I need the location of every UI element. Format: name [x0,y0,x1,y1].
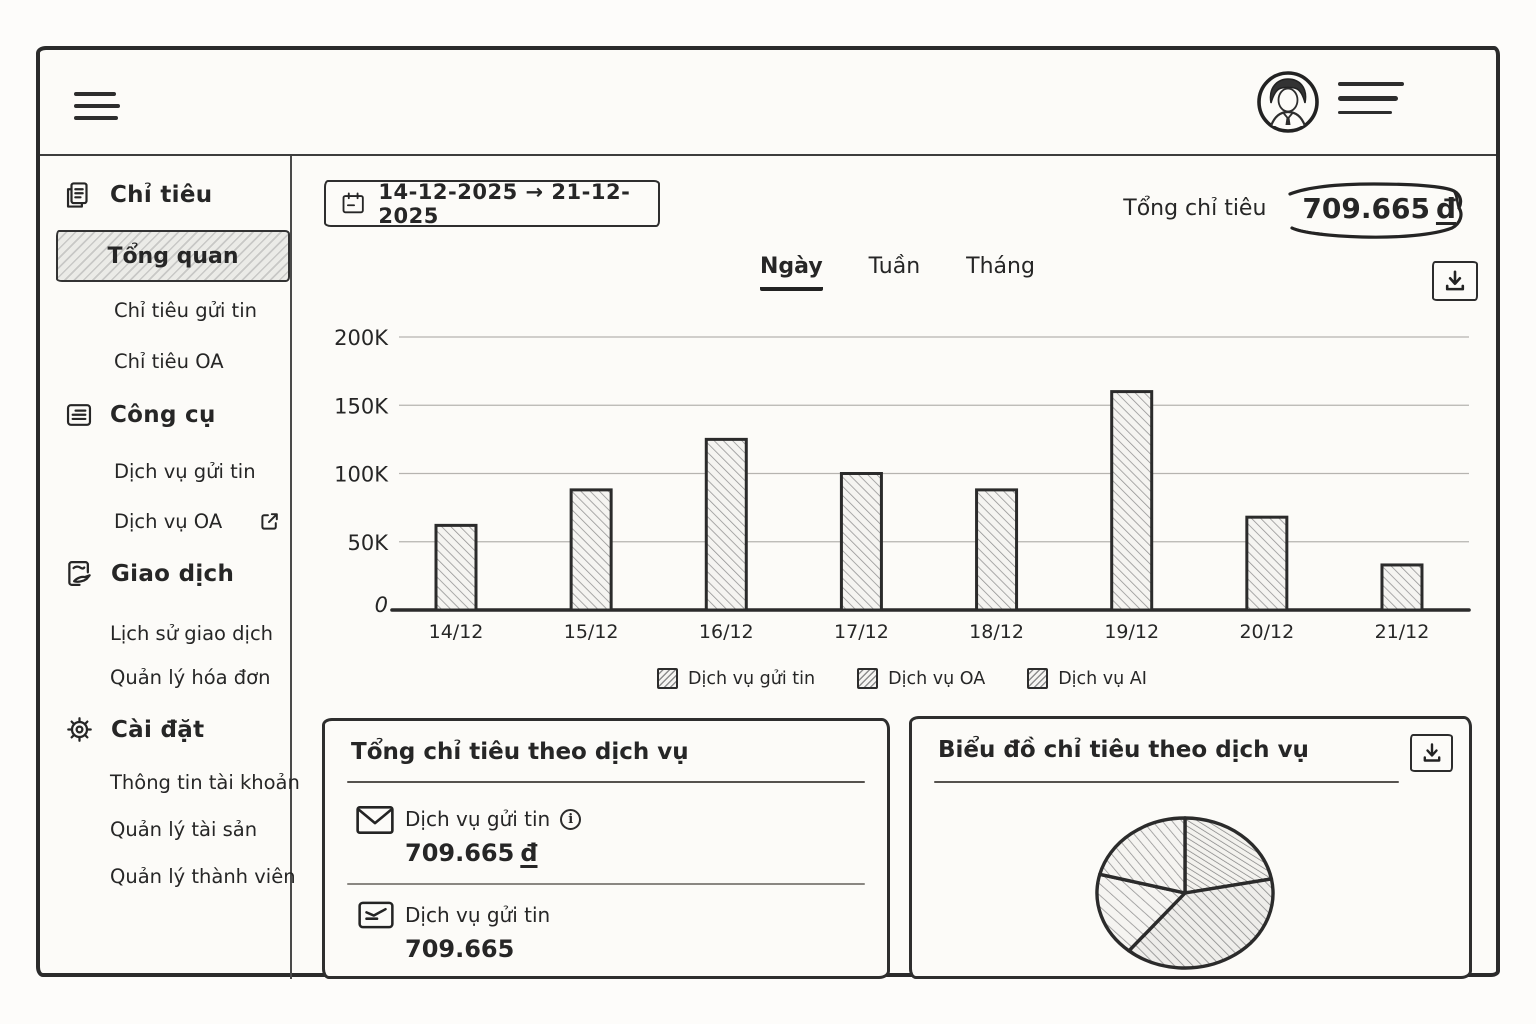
total-spend [1123,182,1478,235]
sidebar-section-label: Chỉ tiêu [110,182,213,208]
sidebar-item-label: Lịch sử giao dịch [110,622,274,645]
bar-chart [312,324,1492,664]
legend-swatch-icon [657,668,678,689]
sidebar-item-lich-su-giao-dich[interactable] [110,622,273,645]
sidebar-item-label: Dịch vụ gửi tin [114,460,256,483]
sidebar-item-label: Dịch vụ OA [114,510,223,533]
card-title: Biểu đồ chỉ tiêu theo dịch vụ [938,737,1309,763]
legend-item-dich-vu-gui-tin [657,668,815,689]
sidebar-section-label: Công cụ [110,402,216,428]
currency-symbol: đ [520,839,538,867]
sidebar-section-cong-cu[interactable] [64,400,216,430]
sidebar-item-quan-ly-thanh-vien[interactable] [110,865,296,888]
sidebar-item-quan-ly-hoa-don[interactable] [110,666,270,689]
sidebar-item-tong-quan[interactable] [56,230,290,282]
svg-text:18/12: 18/12 [969,621,1024,643]
svg-text:15/12: 15/12 [563,621,619,643]
period-tabs [760,254,1035,291]
card-service-totals [322,718,890,979]
top-bar [40,50,1496,156]
svg-text:19/12: 19/12 [1104,621,1160,643]
legend-swatch-icon [1027,668,1048,689]
service-row-label: Dịch vụ gửi tin [405,903,551,927]
svg-text:200K: 200K [334,326,388,350]
sidebar-item-quan-ly-tai-san[interactable] [110,818,257,841]
chart-download-button[interactable] [1432,261,1478,301]
chart-legend [312,668,1492,689]
tab-thang[interactable]: Tháng [966,254,1035,279]
menu-lines-icon[interactable] [1338,80,1406,124]
svg-text:16/12: 16/12 [698,621,754,643]
legend-label: Dịch vụ OA [888,668,986,689]
hamburger-menu-icon[interactable] [74,92,120,122]
sidebar-section-cai-dat[interactable] [64,714,204,745]
date-range-picker[interactable] [324,180,660,227]
app-window [36,46,1500,977]
divider [347,883,865,885]
pie-chart [1052,807,1322,977]
user-avatar[interactable] [1256,70,1320,134]
sidebar-item-dich-vu-gui-tin[interactable] [114,460,256,483]
sidebar [40,156,300,979]
sidebar-item-label: Chỉ tiêu gửi tin [114,299,257,322]
service-row-value: 709.665 [405,935,515,963]
service-row-label: Dịch vụ gửi tin i [405,807,581,831]
pie-download-button[interactable] [1410,734,1453,772]
sidebar-section-label: Giao dịch [111,560,235,587]
tab-tuan[interactable]: Tuần [868,254,921,279]
sidebar-item-thong-tin-tai-khoan[interactable] [110,771,300,794]
list-box-icon [64,400,94,430]
legend-label: Dịch vụ AI [1058,668,1147,689]
total-spend-value: 709.665 đ [1284,182,1478,235]
card-title: Tổng chỉ tiêu theo dịch vụ [351,739,689,765]
svg-text:50K: 50K [347,530,388,555]
total-spend-label: Tổng chỉ tiêu [1123,196,1267,221]
svg-text:17/12: 17/12 [834,621,889,643]
sidebar-item-label: Thông tin tài khoản [110,771,300,794]
date-range-text: 14-12-2025 → 21-12-2025 [378,179,631,228]
download-icon [1420,741,1444,765]
info-icon[interactable]: i [560,809,581,830]
service-row-value: 709.665 đ [405,839,538,867]
sidebar-item-chi-tieu-gui-tin[interactable] [114,299,257,322]
legend-item-dich-vu-ai [1027,668,1147,689]
tab-ngay[interactable]: Ngày [760,254,823,291]
legend-label: Dịch vụ gửi tin [688,668,816,689]
legend-swatch-icon [857,668,878,689]
sidebar-item-dich-vu-oa[interactable] [114,510,281,533]
envelope-icon [355,803,395,837]
documents-icon [64,180,94,210]
main-panel [292,156,1502,979]
sidebar-section-label: Cài đặt [111,716,205,743]
currency-symbol: đ [1435,192,1456,225]
sidebar-item-label: Quản lý hóa đơn [110,666,271,689]
download-icon [1442,268,1468,294]
svg-text:150K: 150K [334,394,388,419]
message-icon [357,899,395,931]
sidebar-item-label: Quản lý tài sản [110,818,258,841]
sidebar-section-chi-tieu[interactable] [64,180,212,210]
svg-text:20/12: 20/12 [1239,621,1295,643]
sidebar-item-label: Tổng quan [107,243,239,269]
receipt-pen-icon [64,558,95,589]
divider [934,781,1399,783]
card-service-pie-chart [909,716,1472,979]
sidebar-item-chi-tieu-oa[interactable] [114,350,224,373]
legend-item-dich-vu-oa [857,668,985,689]
external-link-icon[interactable] [258,510,281,533]
sidebar-item-label: Quản lý thành viên [110,865,296,888]
calendar-icon [340,188,366,219]
content-area [40,156,1496,979]
svg-text:14/12: 14/12 [428,621,484,643]
sidebar-section-giao-dich[interactable] [64,558,234,589]
gear-icon [64,714,95,745]
divider [347,781,865,783]
sidebar-item-label: Chỉ tiêu OA [114,350,224,373]
svg-text:21/12: 21/12 [1374,621,1430,643]
svg-text:0: 0 [374,593,388,617]
svg-text:100K: 100K [334,462,388,487]
